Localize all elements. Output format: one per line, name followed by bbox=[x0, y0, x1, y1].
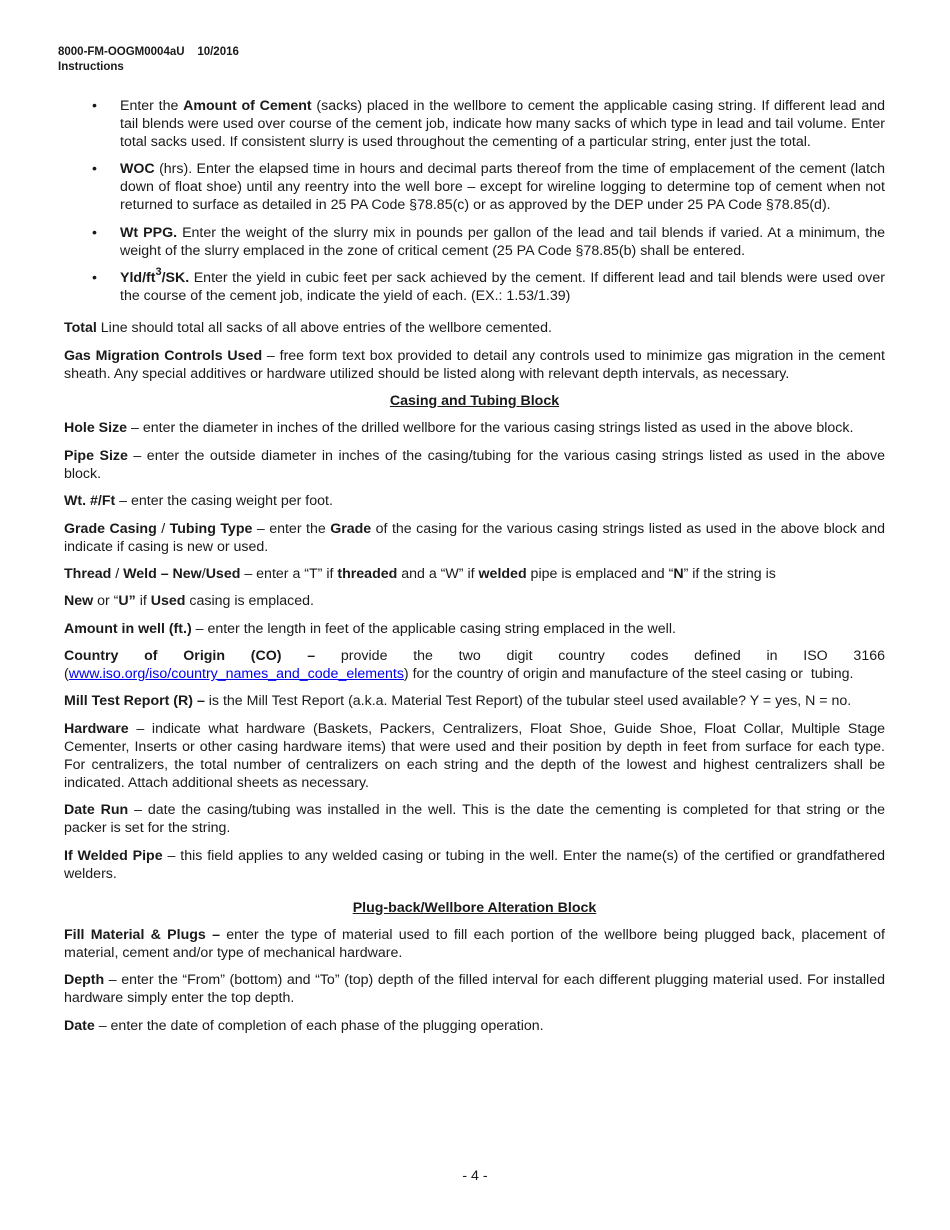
form-subtitle: Instructions bbox=[58, 60, 124, 73]
bullet-icon: • bbox=[92, 98, 97, 114]
bullet-icon: • bbox=[92, 270, 97, 287]
para-gas-migration: Gas Migration Controls Used – free form text box provided to detail any controls used to minimize gas migration in the cement sheath. Any special additives or hardware utilized should be listed along with relevant depth intervals, as necessary. bbox=[64, 347, 885, 382]
form-header bbox=[58, 45, 239, 74]
para-depth: Depth – enter the “From” (bottom) and “To” (top) depth of the filled interval for each different plugging material used. For installed hardware simply enter the top depth. bbox=[64, 972, 885, 1007]
para-fill-material: Fill Material & Plugs – enter the type of material used to fill each portion of the wellbore being plugged back, placement of material, cement and/or type of mechanical hardware. bbox=[64, 927, 885, 962]
para-date-run: Date Run – date the casing/tubing was installed in the well. This is the date the cementing is completed for that string or the packer is set for the string. bbox=[64, 802, 885, 837]
casing-tubing-heading: Casing and Tubing Block bbox=[389, 392, 560, 409]
para-pipe-size: Pipe Size – enter the outside diameter in inches of the casing/tubing for the various casing strings listed as used in the above block. bbox=[64, 447, 885, 482]
term-amount-of-cement: Amount of Cement bbox=[183, 98, 312, 114]
para-welded-pipe: If Welded Pipe – this field applies to any welded casing or tubing in the well. Enter the name(s) of the certified or grandfathered welders. bbox=[64, 847, 886, 882]
page-number: - 4 - bbox=[462, 1168, 488, 1184]
para-amount-in-well: Amount in well (ft.) – enter the length in feet of the applicable casing string emplaced in the well. bbox=[64, 620, 676, 637]
iso-country-codes-link[interactable]: www.iso.org/iso/country_names_and_code_elements bbox=[68, 666, 404, 683]
term-wt-ppg: Wt PPG. bbox=[120, 224, 178, 241]
term-woc: WOC bbox=[120, 161, 155, 178]
bullet-amount-of-cement: • Enter the Amount of Cement (sacks) placed in the wellbore to cement the applicable casing string. If different lead and tail blends were used over course of the cement job, indicate how many sacks of which type in lead and tail volume. Enter total sacks used. If consistent slurry is used throughout the cementing of a particular string, enter just the total. bbox=[92, 98, 885, 150]
bullet-icon: • bbox=[92, 161, 97, 178]
bullet-wt-ppg: • Wt PPG. Enter the weight of the slurry mix in pounds per gallon of the lead and tail blends if varied. At a minimum, the weight of the slurry emplaced in the zone of critical cement (25 PA Code §78.85(b) shall be entered. bbox=[92, 224, 885, 259]
para-wt-per-ft: Wt. #/Ft – enter the casing weight per foot. bbox=[64, 493, 333, 510]
para-new-used: New or “U” if Used casing is emplaced. bbox=[64, 593, 314, 610]
plug-back-heading: Plug-back/Wellbore Alteration Block bbox=[352, 899, 597, 916]
bullet-icon: • bbox=[92, 224, 97, 241]
para-mill-test-report: Mill Test Report (R) – is the Mill Test Report (a.k.a. Material Test Report) of the tubular steel used available? Y = yes, N = no. bbox=[64, 693, 852, 710]
para-total: Total Line should total all sacks of all above entries of the wellbore cemented. bbox=[64, 320, 552, 337]
term-yield: Yld/$ft^3/SK$. bbox=[120, 266, 190, 287]
bullet-woc: • WOC (hrs). Enter the elapsed time in hours and decimal parts thereof from the time of emplacement of the cement (latch down of float shoe) until any reentry into the well bore – except for wireline logging to determine top of cement when not returned to surface as detailed in 25 PA Code §78.85(c) or as approved by the DEP under 25 PA Code §78.85(d). bbox=[92, 161, 885, 214]
bullet-yield: • Yld/$ft^3/SK$. Enter the yield in cubic feet per sack achieved by the cement. If different lead and tail blends were used over the course of the cement job, indicate the yield of each. (EX.: 1.53/1.39) bbox=[92, 266, 885, 305]
form-number: 8000-FM-OOGM0004aU 10/2016 bbox=[58, 46, 239, 58]
para-hole-size: Hole Size – enter the diameter in inches of the drilled wellbore for the various casing strings listed as used in the above block. bbox=[64, 420, 854, 437]
para-grade-casing: Grade Casing / Tubing Type – enter the Grade of the casing for the various casing strings listed as used in the above block and indicate if casing is new or used. bbox=[64, 520, 886, 555]
para-thread-weld: Thread / Weld – New/Used – enter a “T” if threaded and a “W” if welded pipe is emplaced and “N” if the string is bbox=[64, 565, 776, 582]
para-country-of-origin: Country of Origin (CO) – provide the two digit country codes defined in ISO 3166 (www.iso.org/iso/country_names_and_code_elements) for the country of origin and manufacture of the steel casing or tubing. bbox=[64, 648, 889, 683]
instructions-body bbox=[64, 97, 889, 1044]
para-hardware: Hardware – indicate what hardware (Baskets, Packers, Centralizers, Float Shoe, Guide Shoe, Float Collar, Multiple Stage Cementer, Inserts or other casing hardware items) that were used and their position by depth in feet from surface for each type. For centralizers, the total number of centralizers on each string and the depth of the lowest and highest centralizers shall be indicated. Attach additional sheets as necessary. bbox=[64, 720, 885, 791]
para-date: Date – enter the date of completion of each phase of the plugging operation. bbox=[64, 1017, 544, 1034]
cement-bullet-list bbox=[64, 97, 885, 305]
